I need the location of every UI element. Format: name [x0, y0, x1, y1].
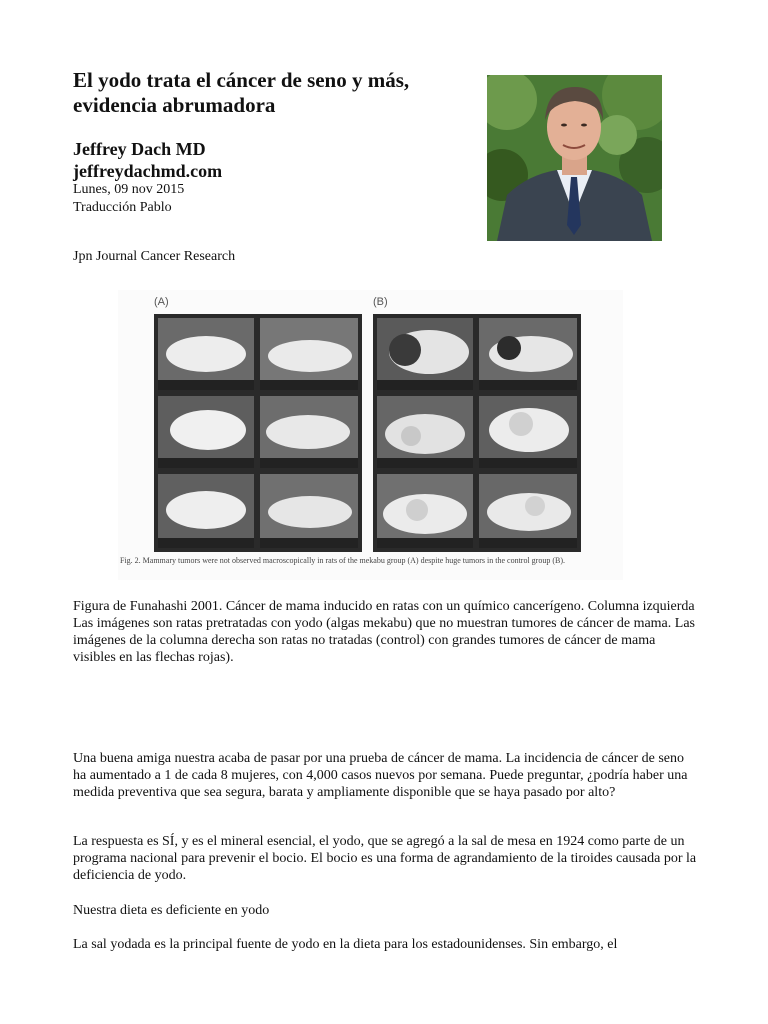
- rat-photo: [377, 318, 473, 390]
- translator-credit: Traducción Pablo: [73, 200, 172, 215]
- paragraph-iodized-salt: La sal yodada es la principal fuente de yodo en la dieta para los estadounidenses. Sin embargo, el: [73, 937, 618, 952]
- article-title: El yodo trata el cáncer de seno y más, evidencia abrumadora: [73, 68, 410, 117]
- rat-photo: [158, 396, 254, 468]
- panel-b-label: (B): [373, 296, 388, 308]
- source-journal: Jpn Journal Cancer Research: [73, 249, 236, 264]
- rat-photo: [479, 474, 577, 548]
- panel-a-mekabu: [154, 314, 362, 552]
- author-website: jeffreydachmd.com: [73, 161, 223, 181]
- rat-photo: [260, 474, 358, 548]
- panel-a-label: (A): [154, 296, 169, 308]
- section-subheading: Nuestra dieta es deficiente en yodo: [73, 903, 270, 918]
- publish-date: Lunes, 09 nov 2015: [73, 182, 185, 197]
- rat-photo: [158, 474, 254, 548]
- author-name: Jeffrey Dach MD: [73, 139, 206, 159]
- paragraph-answer: La respuesta es SÍ, y es el mineral esencial, el yodo, que se agregó a la sal de mesa en 1924 como parte de un programa nacional para prevenir el bocio. El bocio es una forma de agrandamiento de la tiroides causada por la deficiencia de yodo.: [73, 834, 697, 883]
- rat-photo: [260, 318, 358, 390]
- rat-photo: [158, 318, 254, 390]
- rat-photo: [479, 318, 577, 390]
- rat-photo: [479, 396, 577, 468]
- rat-tumor-figure: [118, 290, 623, 580]
- rat-photo: [377, 474, 473, 548]
- rat-photo: [260, 396, 358, 468]
- rat-photo: [377, 396, 473, 468]
- figure-description: Figura de Funahashi 2001. Cáncer de mama inducido en ratas con un químico cancerígeno. Columna izquierda Las imágenes son ratas pretratadas con yodo (algas mekabu) que no muestran tumores de cáncer de mama. Las imágenes de la columna derecha son ratas no tratadas (control) con grandes tumores de cáncer de mama visibles en las flechas rojas).: [73, 599, 695, 665]
- paragraph-intro: Una buena amiga nuestra acaba de pasar por una prueba de cáncer de mama. La incidencia de cáncer de seno ha aumentado a 1 de cada 8 mujeres, con 4,000 casos nuevos por semana. Puede preguntar, ¿podría haber una medida preventiva que sea segura, barata y ampliamente disponible que se haya pasado por alto?: [73, 751, 688, 800]
- figure-caption: Fig. 2. Mammary tumors were not observed macroscopically in rats of the mekabu group (A) despite huge tumors in the control group (B).: [120, 556, 566, 565]
- panel-b-control: [373, 314, 581, 552]
- author-portrait: [487, 75, 662, 241]
